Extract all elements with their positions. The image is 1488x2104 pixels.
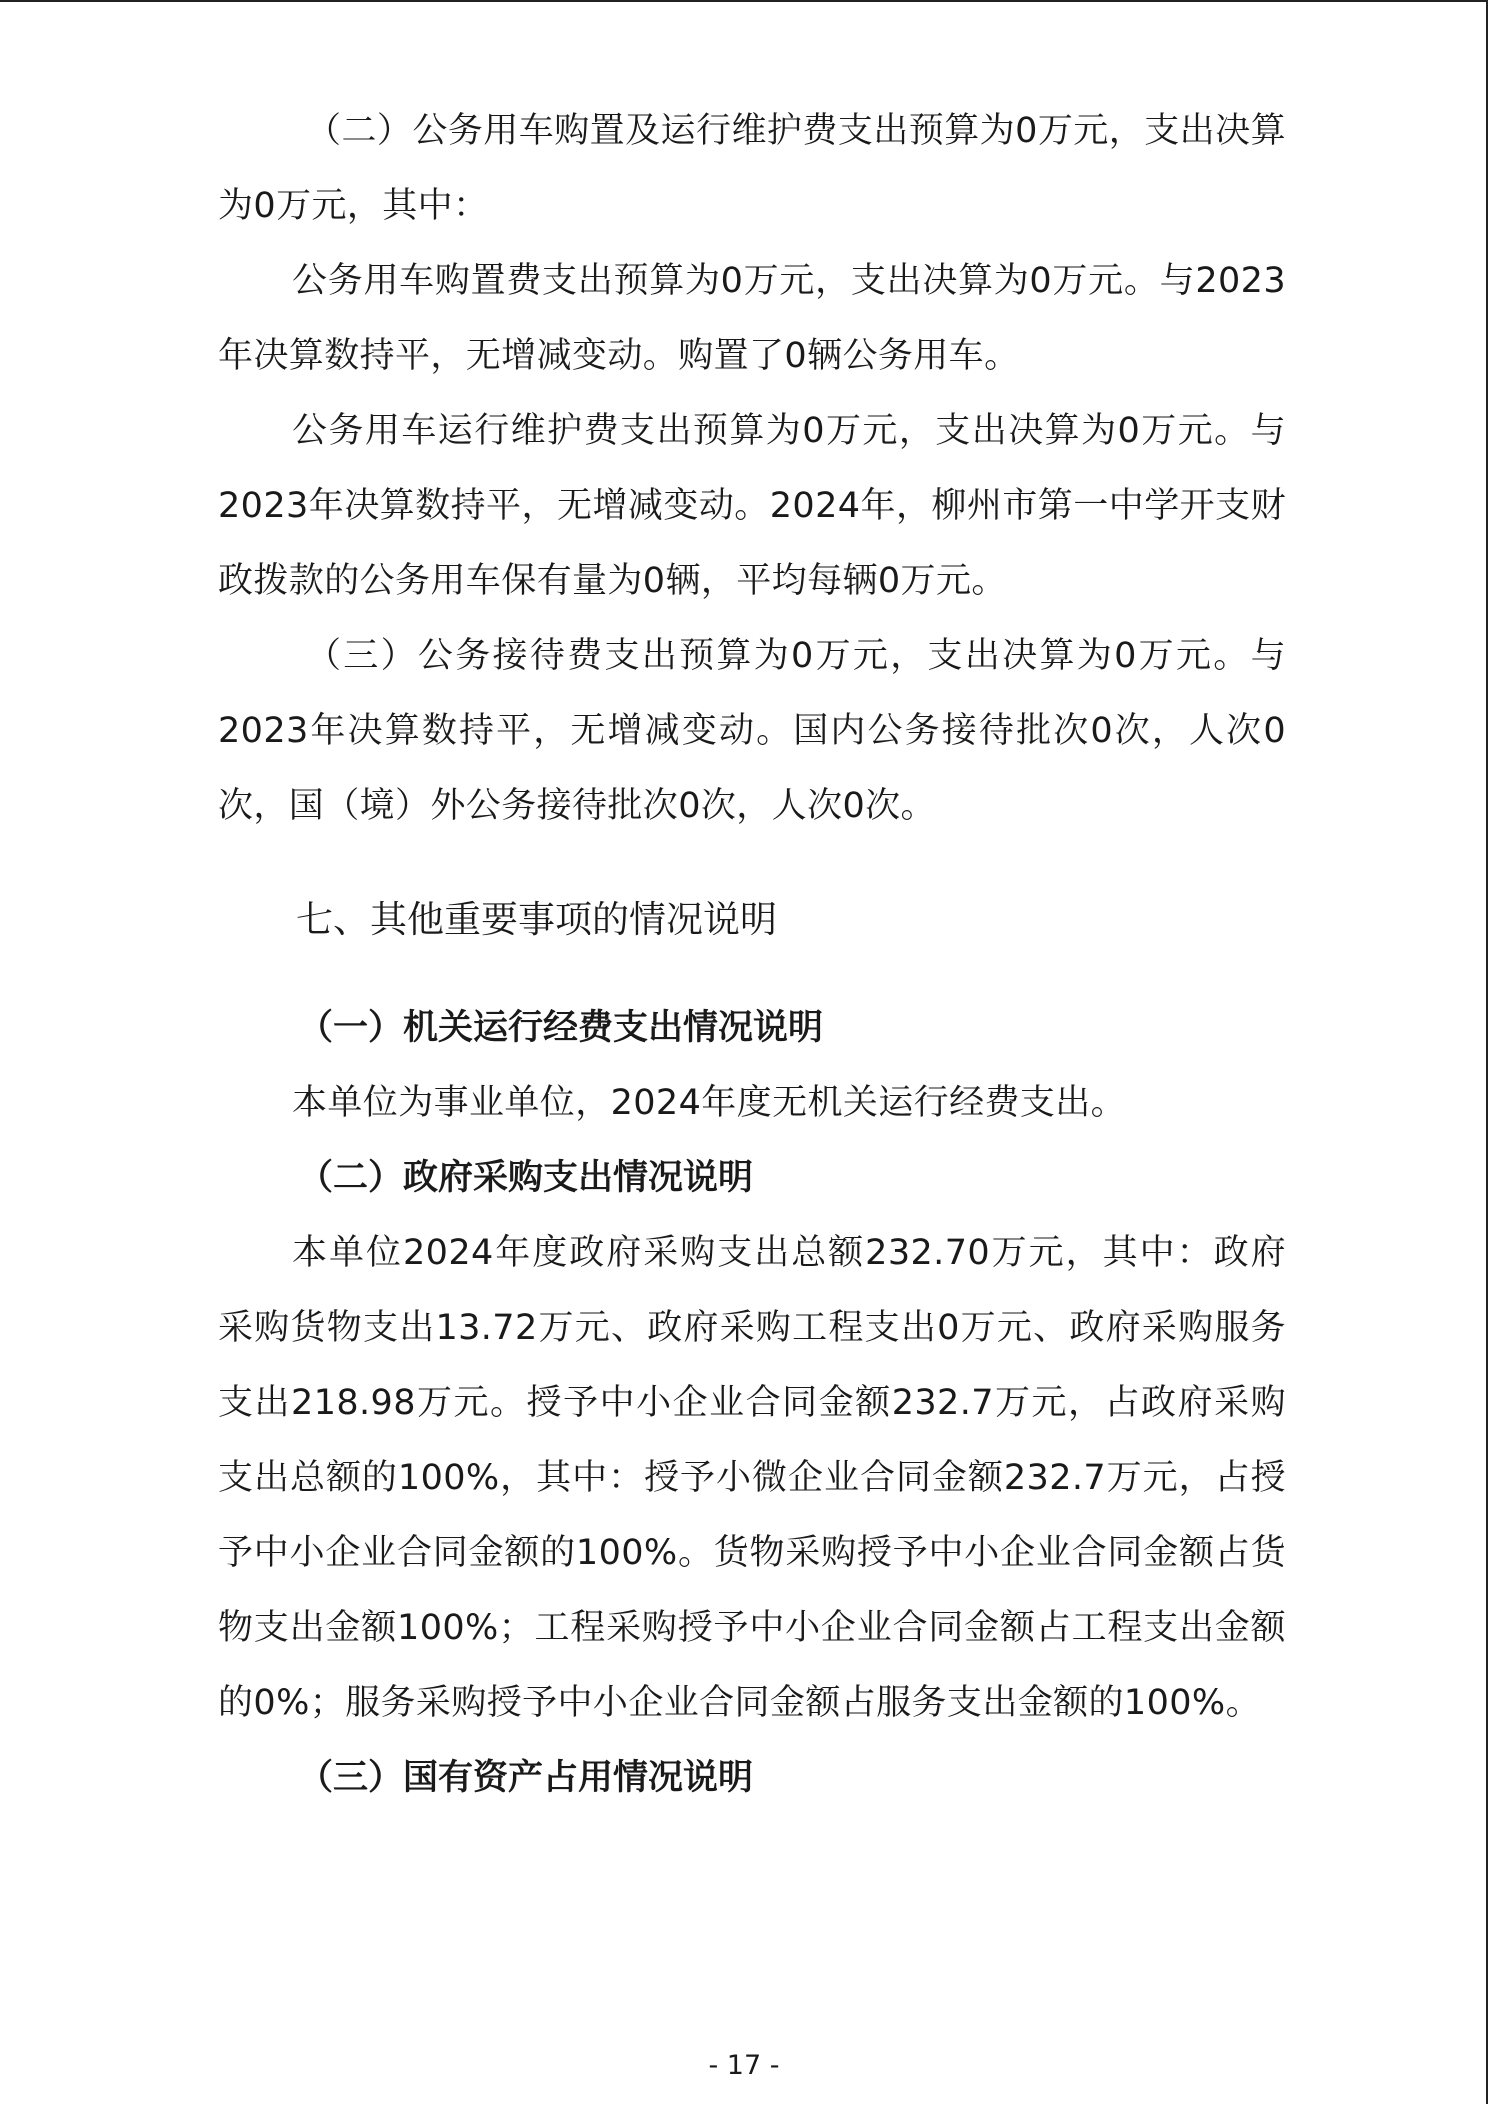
paragraph-vehicle-expenses: （二）公务用车购置及运行维护费支出预算为0万元，支出决算为0万元，其中： (218, 111, 1286, 226)
subheading-operating-expenses: （一）机关运行经费支出情况说明 (298, 1008, 824, 1048)
page-number: - 17 - (708, 2050, 780, 2081)
section-heading-other-matters: 七、其他重要事项的情况说明 (296, 898, 777, 941)
paragraph-procurement: 本单位2024年度政府采购支出总额232.70万元，其中：政府采购货物支出13.72万元、政府采购工程支出0万元、政府采购服务支出218.98万元。授予中小企业合同金额232.7万元，占政府采购支出总额的100%，其中：授予小微企业合同金额232.7万元，占授予中小企业合同金额的100%。货物采购授予中小企业合同金额占货物支出金额100%；工程采购授予中小企业合同金额占工程支出金额的0%；服务采购授予中小企业合同金额占服务支出金额的100%。 (218, 1233, 1286, 1723)
page-content (218, 94, 1286, 1816)
subheading-procurement: （二）政府采购支出情况说明 (298, 1158, 754, 1198)
paragraph-vehicle-maintenance: 公务用车运行维护费支出预算为0万元，支出决算为0万元。与2023年决算数持平，无增减变动。2024年，柳州市第一中学开支财政拨款的公务用车保有量为0辆，平均每辆0万元。 (218, 411, 1286, 601)
subheading-state-assets: （三）国有资产占用情况说明 (298, 1758, 754, 1798)
paragraph-reception-expenses: （三）公务接待费支出预算为0万元，支出决算为0万元。与2023年决算数持平，无增减变动。国内公务接待批次0次，人次0次，国（境）外公务接待批次0次，人次0次。 (218, 636, 1286, 826)
paragraph-operating-expenses: 本单位为事业单位，2024年度无机关运行经费支出。 (292, 1083, 1127, 1123)
paragraph-vehicle-purchase: 公务用车购置费支出预算为0万元，支出决算为0万元。与2023年决算数持平，无增减变动。购置了0辆公务用车。 (218, 261, 1286, 376)
